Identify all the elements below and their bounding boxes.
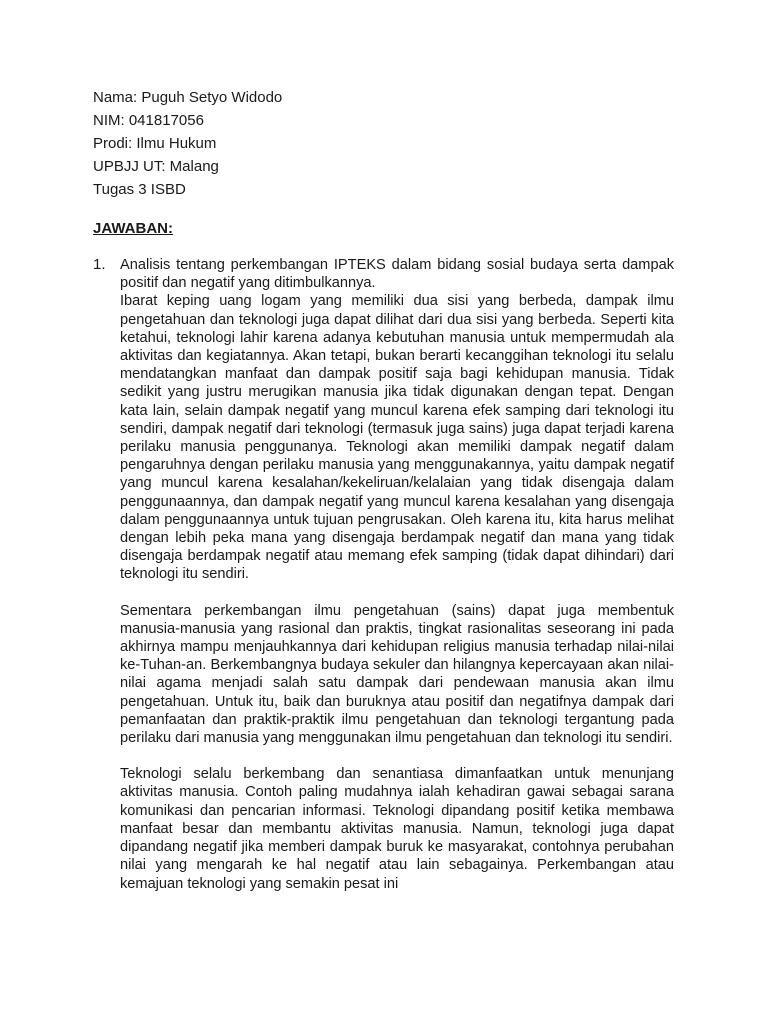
student-info [93,86,282,201]
list-item-number: 1. [93,256,106,273]
study-program: Prodi: Ilmu Hukum [93,135,217,152]
paragraph-2: Sementara perkembangan ilmu pengetahuan (sains) dapat juga membentuk manusia-manusia yang rasional dan praktis, tingkat rasionalitas seseorang ini pada akhirnya mampu menjauhkannya dari kehidupan religius manusia terhadap nilai-nilai ke-Tuhan-an. Berkembangnya budaya sekuler dan hilangnya kepercayaan akan nilai-nilai agama menjadi salah satu dampak dari pendewaan manusia akan ilmu pengetahuan. Untuk itu, baik dan buruknya atau positif dan negatifnya dampak dari pemanfaatan dan praktik-praktik ilmu pengetahuan dan teknologi tergantung pada perilaku dari manusia yang menggunakan ilmu pengetahuan dan teknologi itu sendiri. [120,602,674,747]
upbjj-location: UPBJJ UT: Malang [93,158,219,175]
answer-body [120,256,674,893]
question-text: Analisis tentang perkembangan IPTEKS dalam bidang sosial budaya serta dampak positif dan negatif yang ditimbulkannya. [120,257,674,292]
assignment-title: Tugas 3 ISBD [93,181,186,198]
student-nim: NIM: 041817056 [93,112,204,129]
student-name: Nama: Puguh Setyo Widodo [93,89,283,106]
answer-heading: JAWABAN: [93,220,174,237]
paragraph-1: Ibarat keping uang logam yang memiliki dua sisi yang berbeda, dampak ilmu pengetahuan dan teknologi juga dapat dilihat dari dua sisi yang berbeda. Seperti kita ketahui, teknologi lahir karena adanya kebutuhan manusia untuk mempermudah ala aktivitas dan kegiatannya. Akan tetapi, bukan berarti kecanggihan teknologi itu selalu mendatangkan manfaat dan dampak positif saja bagi kehidupan manusia. Tidak sedikit yang justru merugikan manusia jika tidak digunakan dengan tepat. Dengan kata lain, selain dampak negatif yang muncul karena efek samping dari teknologi itu sendiri, dampak negatif dari teknologi (termasuk juga sains) juga dapat terjadi karena perilaku manusia penggunanya. Teknologi akan memiliki dampak negatif dalam pengaruhnya dengan perilaku manusia yang menggunakannya, yaitu dampak negatif yang muncul karena kesalahan/kekeliruan/kelalaian yang tidak disengaja dalam penggunaannya, dan dampak negatif yang muncul karena kesalahan yang disengaja dalam penggunaannya untuk tujuan pengrusakan. Oleh karena itu, kita harus melihat dengan lebih peka mana yang disengaja berdampak negatif dan mana yang tidak disengaja berdampak negatif atau memang efek samping (tidak dapat dihindari) dari teknologi itu sendiri. [120,293,674,583]
paragraph-3: Teknologi selalu berkembang dan senantiasa dimanfaatkan untuk menunjang aktivitas manusia. Contoh paling mudahnya ialah kehadiran gawai sebagai sarana komunikasi dan pencarian informasi. Teknologi dipandang positif ketika membawa manfaat besar dan membantu aktivitas manusia. Namun, teknologi juga dapat dipandang negatif jika memberi dampak buruk ke masyarakat, contohnya perubahan nilai yang mengarah ke hal negatif atau lain sebagainya. Perkembangan atau kemajuan teknologi yang semakin pesat ini [120,766,674,892]
